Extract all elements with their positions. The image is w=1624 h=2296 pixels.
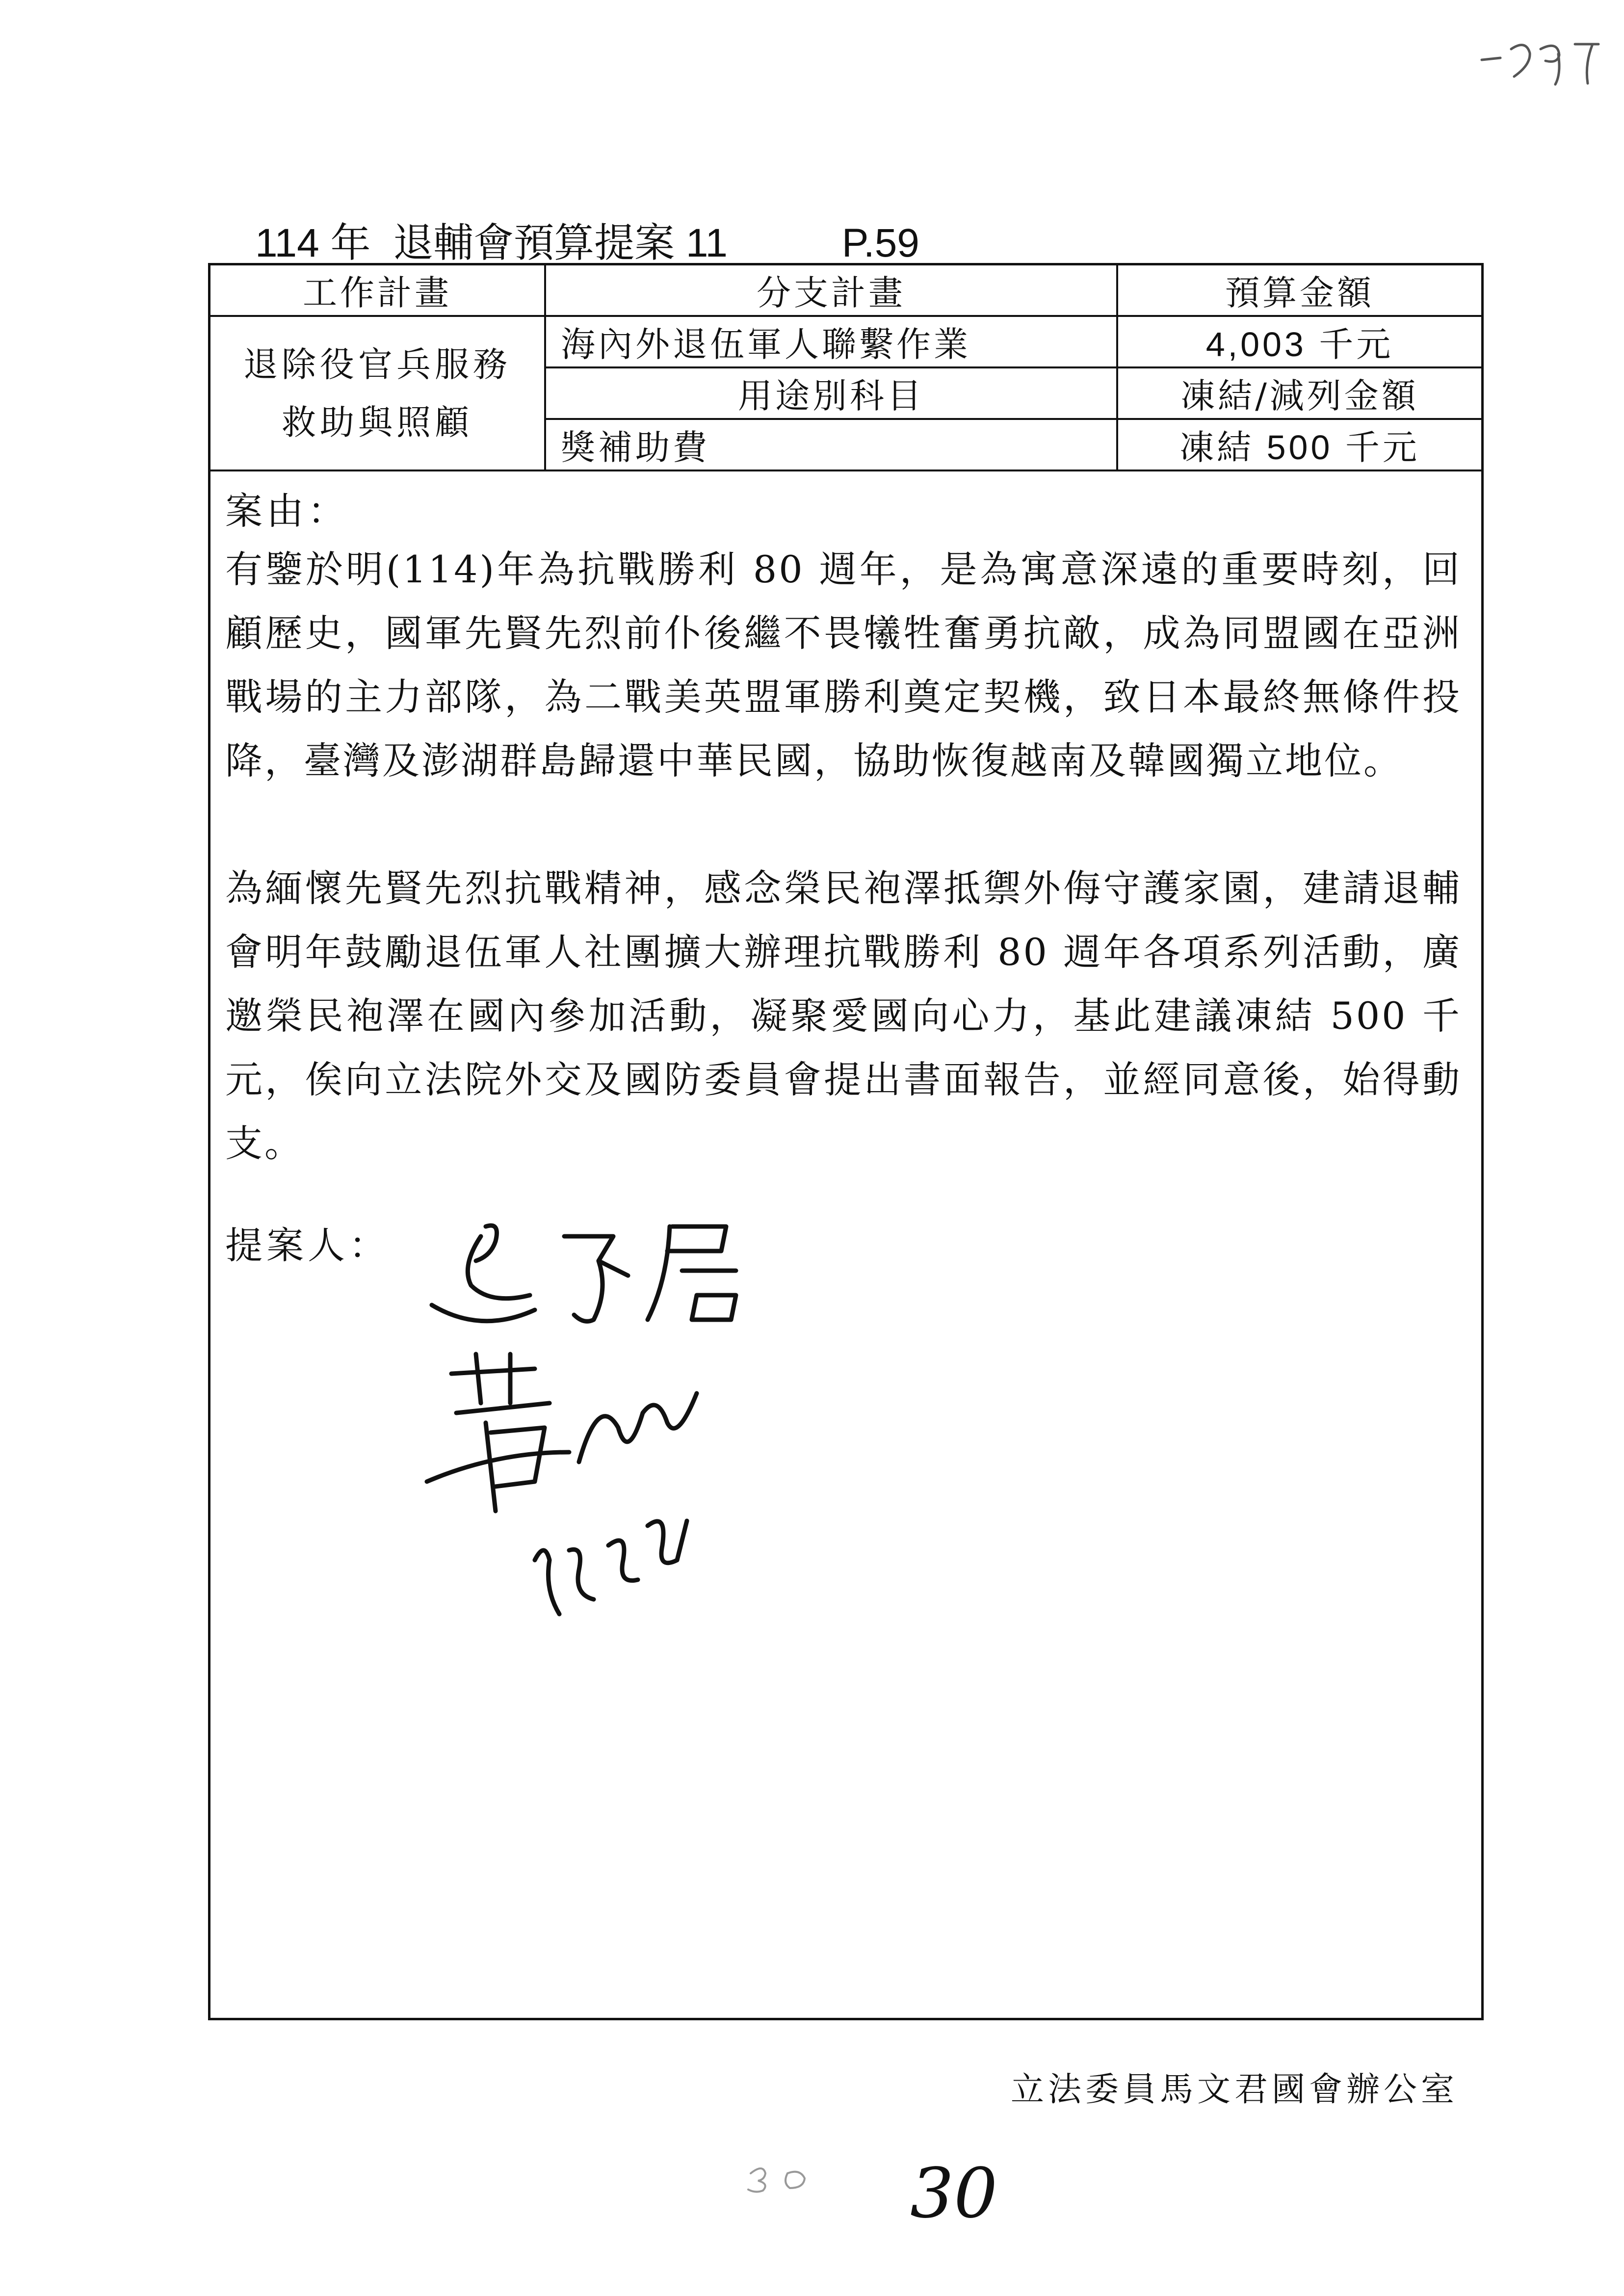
- header-title: 退輔會預算提案 11: [393, 221, 728, 265]
- header-page: P.59: [841, 221, 919, 265]
- budget-table: [210, 265, 1481, 471]
- work-plan-value: 退除役官兵服務救助與照顧: [210, 316, 545, 470]
- case-paragraph-2: 為緬懷先賢先烈抗戰精神，感念榮民袍澤抵禦外侮守護家園，建請退輔會明年鼓勵退伍軍人社團擴大辦理抗戰勝利 80 週年各項系列活動，廣邀榮民袍澤在國內參加活動，凝聚愛國向心力，基此建議凍結 500 千元，俟向立法院外交及國防委員會提出書面報告，並經同意後，始得動支。: [225, 866, 1462, 1165]
- proposer-label: 提案人：: [225, 1224, 390, 1267]
- handwritten-signatures: [422, 1207, 864, 1658]
- col-header-budget-amount: 預算金額: [1117, 265, 1481, 316]
- page-number: 30: [910, 2154, 998, 2234]
- proposal-header: [255, 211, 919, 268]
- footer-office: 立法委員馬文君國會辦公室: [1011, 2070, 1459, 2109]
- subject-header: 用途別科目: [545, 367, 1117, 419]
- proposal-form: [208, 263, 1484, 2020]
- subject-value: 獎補助費: [545, 419, 1117, 470]
- proposal-body: [225, 481, 1462, 1269]
- freeze-amount-value: 凍結 500 千元: [1117, 419, 1481, 470]
- branch-plan-value: 海內外退伍軍人聯繫作業: [545, 316, 1117, 367]
- faint-page-mark: [741, 2161, 824, 2195]
- col-header-work-plan: 工作計畫: [210, 265, 545, 316]
- col-header-branch-plan: 分支計畫: [545, 265, 1117, 316]
- budget-amount-value: 4,003 千元: [1117, 316, 1481, 367]
- handwritten-corner-mark: [1477, 29, 1604, 88]
- header-year: 114 年: [255, 221, 371, 265]
- case-label: 案由：: [225, 489, 349, 533]
- freeze-header: 凍結/減列金額: [1117, 367, 1481, 419]
- case-paragraph-1: 有鑒於明(114)年為抗戰勝利 80 週年，是為寓意深遠的重要時刻，回顧歷史，國軍先賢先烈前仆後繼不畏犧牲奮勇抗敵，成為同盟國在亞洲戰場的主力部隊，為二戰美英盟軍勝利奠定契機，致日本最終無條件投降，臺灣及澎湖群島歸還中華民國，協助恢復越南及韓國獨立地位。: [225, 548, 1462, 783]
